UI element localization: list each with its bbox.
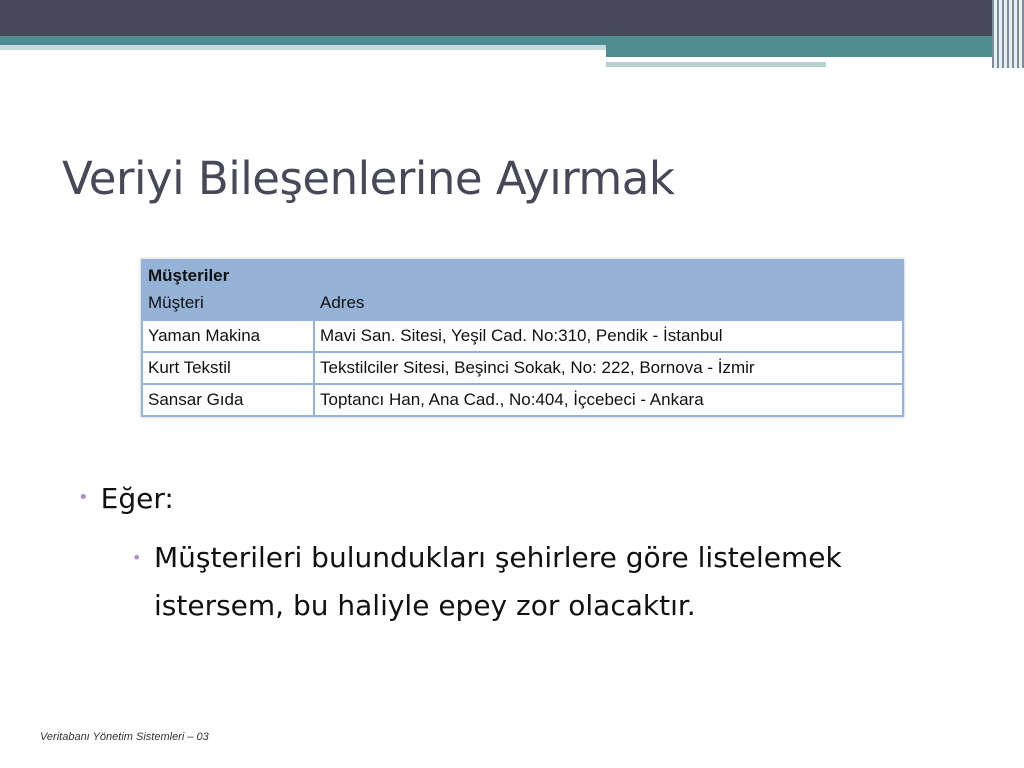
address-cell: Mavi San. Sitesi, Yeşil Cad. No:310, Pendik - İstanbul: [320, 326, 723, 345]
table-body: [143, 319, 902, 415]
bullet-dot-icon: •: [132, 548, 142, 567]
table-row: [143, 351, 902, 383]
bullet-level1: [78, 482, 174, 515]
bullet-level2: [132, 534, 962, 630]
header-white-line: [606, 57, 946, 60]
header-teal-band: [0, 36, 1024, 45]
address-cell: Tekstilciler Sitesi, Beşinci Sokak, No: 222, Bornova - İzmir: [320, 358, 755, 377]
table-row: [143, 383, 902, 415]
table-row: [143, 319, 902, 351]
column-header-address: Adres: [320, 293, 365, 312]
table-header: [143, 261, 902, 319]
header-teal-band-right: [606, 45, 1024, 57]
table-header-row: [143, 289, 902, 319]
bullet-dot-icon: •: [78, 486, 89, 508]
customers-table: [141, 259, 904, 417]
header-dark-band: [0, 0, 1024, 36]
address-cell: Toptancı Han, Ana Cad., No:404, İçcebeci - Ankara: [320, 390, 704, 409]
customer-cell: Kurt Tekstil: [143, 353, 315, 383]
header-light-band: [0, 45, 606, 50]
table-caption: Müşteriler: [148, 266, 230, 285]
customer-cell: Sansar Gıda: [143, 385, 315, 415]
slide-title: Veriyi Bileşenlerine Ayırmak: [62, 152, 675, 205]
slide-footer: Veritabanı Yönetim Sistemleri – 03: [40, 731, 209, 743]
header-stripes: [992, 0, 1024, 68]
customer-cell: Yaman Makina: [143, 321, 315, 351]
header-light-line: [606, 62, 826, 67]
bullet-level2-text: Müşterileri bulundukları şehirlere göre listelemek istersem, bu haliyle epey zor olacaktır.: [154, 541, 842, 622]
column-header-customer: Müşteri: [148, 293, 204, 312]
bullet-level1-text: Eğer:: [100, 482, 174, 515]
